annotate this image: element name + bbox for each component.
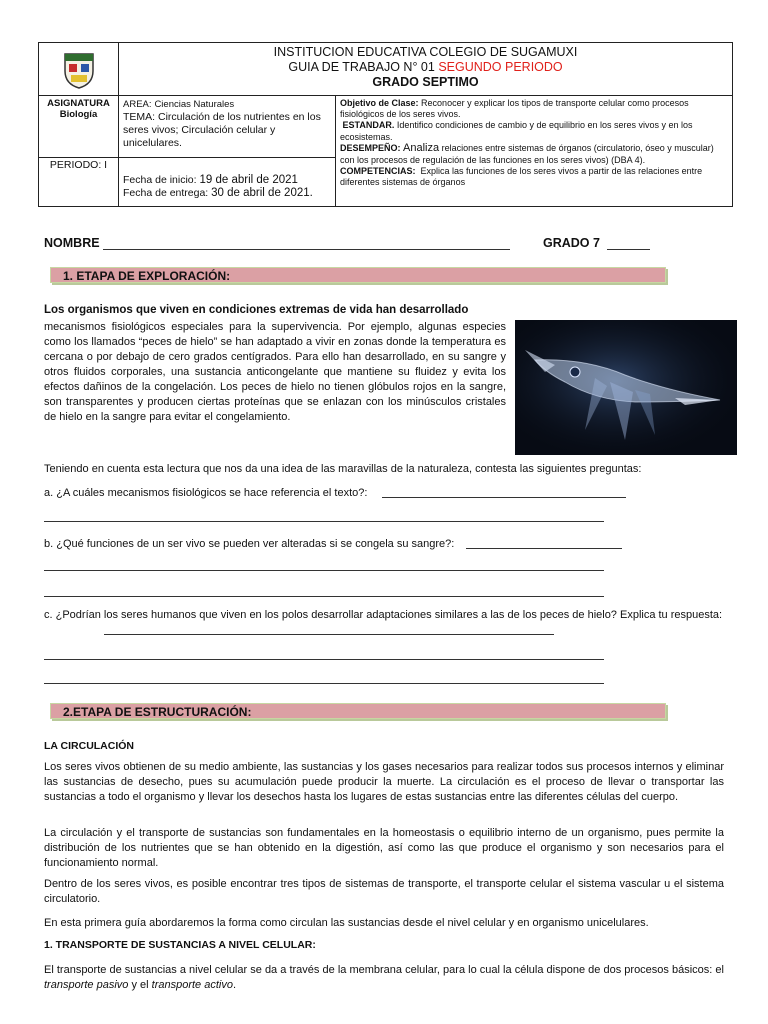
period-cell: PERIODO: I [39,157,119,206]
questions-intro: Teniendo en cuenta esta lectura que nos da una idea de las maravillas de la naturaleza, contesta las siguientes preguntas: [44,463,642,475]
paragraph-5: El transporte de sustancias a nivel celular se da a través de la membrana celular, para lo cual la célula dispone de dos procesos básicos: el transporte pasivo y el transporte activo. [44,964,724,991]
cellular-transport-heading: 1. TRANSPORTE DE SUSTANCIAS A NIVEL CELULAR: [44,939,316,951]
ice-fish-photo [515,320,737,455]
paragraph-1: Los seres vivos obtienen de su medio ambiente, las sustancias y los gases necesarios para realizar todos sus procesos internos y eliminar las sustancias de desecho, pues su acumulación puede producir la muerte. La circulación es el proceso de llevar o transportar las sustancias a todo el organismo y llevar los desechos hasta los lugares de estas sustancias entre las diferentes células del cuerpo. [44,761,724,803]
question-a: a. ¿A cuáles mecanismos fisiológicos se hace referencia el texto?: [44,487,368,499]
question-c: c. ¿Podrían los seres humanos que viven en los polos desarrollar adaptaciones similares a las de los peces de hielo? Explica tu respuesta: [44,609,723,621]
reading-lead: Los organismos que viven en condiciones extremas de vida han desarrollado [44,304,469,316]
grade-title: GRADO SEPTIMO [372,75,479,89]
answer-b-line-3[interactable] [44,596,604,597]
school-name: INSTITUCION EDUCATIVA COLEGIO DE SUGAMUXI [273,45,578,59]
circulation-heading: LA CIRCULACIÓN [44,740,135,752]
answer-c-line-1[interactable] [104,634,554,635]
paragraph-4: En esta primera guía abordaremos la forma como circulan las sustancias desde el nivel celular y en organismo unicelulares. [44,917,649,929]
subject-cell: ASIGNATURA Biología [39,95,119,157]
guide-title: GUIA DE TRABAJO N° 01 SEGUNDO PERIODO [288,60,563,74]
paragraph-3: Dentro de los seres vivos, es posible encontrar tres tipos de sistemas de transporte, el transporte celular el sistema vascular u el sistema circulatorio. [44,878,724,905]
answer-a-line-1[interactable] [382,497,626,498]
name-label: NOMBRE [44,236,100,250]
paragraph-2: La circulación y el transporte de sustancias son fundamentales en la homeostasis o equilibrio interno de un organismo, pues permite la distribución de los nutrientes que se han obtenido en la digestión, así como las que produce el organismo y son necesarios para el funcionamiento normal. [44,827,724,869]
question-b: b. ¿Qué funciones de un ser vivo se pueden ver alteradas si se congela su sangre?: [44,538,455,550]
answer-b-line-1[interactable] [466,548,622,549]
answer-c-line-3[interactable] [44,683,604,684]
end-date: 30 de abril de 2021. [211,186,313,199]
dates-cell: Fecha de inicio: 19 de abril de 2021 Fecha de entrega: 30 de abril de 2021. [119,157,336,206]
answer-b-line-2[interactable] [44,570,604,571]
answer-a-line-2[interactable] [44,521,604,522]
area-theme-cell: AREA: Ciencias Naturales TEMA: Circulación de los nutrientes en los seres vivos; Circulación celular y unicelulares. [119,95,336,157]
start-date: 19 de abril de 2021 [199,173,298,186]
answer-c-line-2[interactable] [44,659,604,660]
name-field[interactable] [103,249,510,250]
active-transport-term: transporte activo [151,979,233,991]
section-exploration-title: 1. ETAPA DE EXPLORACIÓN: [50,267,666,283]
reading-body: mecanismos fisiológicos especiales para la supervivencia. Por ejemplo, algunas especies como los llamados “peces de hielo” se han adaptado a vivir en zonas donde la temperatura es cercana o por debajo de cero grados centígrados. Para ello han desarrollado, en su sangre y otros fluidos corporales, una sustancia anticongelante que mantiene su fluidez y evita los efectos dañinos de la congelación. Los peces de hielo no tienen glóbulos rojos en la sangre, son transparentes y producen ciertas proteínas que se enlazan con los minúsculos cristales de hielo en la sangre para evitar el congelamiento. [44,321,506,423]
passive-transport-term: transporte pasivo [44,979,129,991]
logo-cell [39,43,119,96]
school-crest-icon [62,51,96,89]
header-table [38,42,733,207]
grade-label: GRADO 7 [543,236,600,250]
period-highlight: SEGUNDO PERIODO [438,60,563,74]
objectives-cell: Objetivo de Clase: Reconocer y explicar los tipos de transporte celular como procesos fisiológicos de los seres vivos. ESTANDAR. Identifico condiciones de cambio y de equilibrio en los seres vivos y en los ecosistemas. DESEMPEÑO: Analiza relaciones entre sistemas de órganos (circulatorio, óseo y muscular) con los procesos de regulación de las funciones en los seres vivos) (DBA 4). COMPETENCIAS: Explica las funciones de los seres vivos a partir de las relaciones entre diferentes sistemas de órganos [336,95,733,206]
section-structuring-title: 2.ETAPA DE ESTRUCTURACIÓN: [50,703,666,719]
grade-field[interactable] [607,249,650,250]
